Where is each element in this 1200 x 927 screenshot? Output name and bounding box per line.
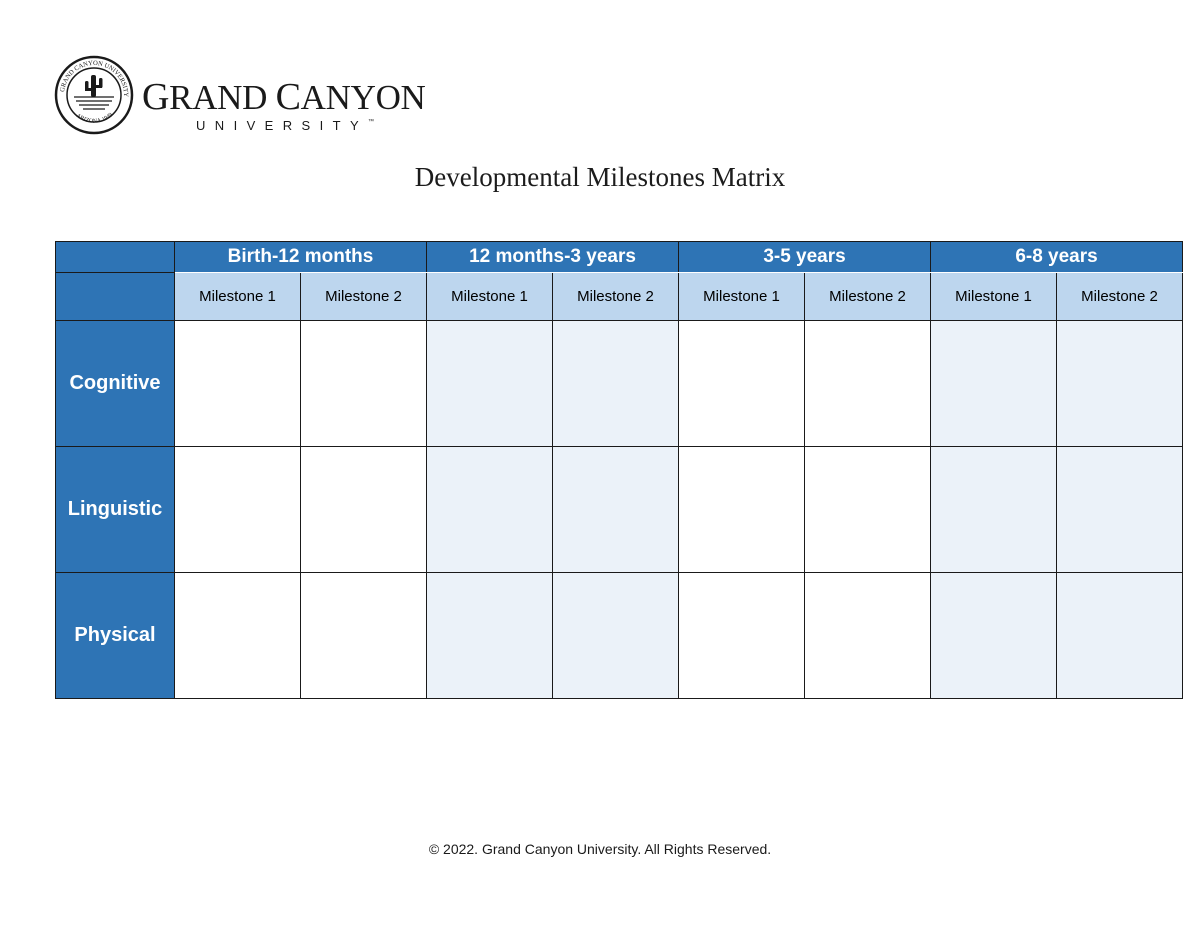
document-title: Developmental Milestones Matrix [414,162,786,192]
matrix-cell[interactable] [805,321,931,447]
age-group-header: Birth-12 months [175,242,427,273]
corner-cell [56,242,175,273]
milestone-header-row [56,273,1183,321]
svg-text:ARIZONA 1949: ARIZONA 1949 [74,112,115,125]
milestone-header: Milestone 2 [805,273,931,321]
matrix-cell[interactable] [679,573,805,699]
milestone-header: Milestone 2 [1057,273,1183,321]
matrix-cell[interactable] [931,447,1057,573]
row-header: Cognitive [56,321,175,447]
matrix-cell[interactable] [175,573,301,699]
table-row-linguistic [56,447,1183,573]
matrix-cell[interactable] [931,321,1057,447]
corner-cell [56,273,175,321]
matrix-cell[interactable] [679,447,805,573]
matrix-cell[interactable] [427,447,553,573]
matrix-cell[interactable] [301,321,427,447]
milestone-header: Milestone 2 [301,273,427,321]
milestone-header: Milestone 2 [553,273,679,321]
university-logo [54,55,434,140]
age-group-header-row [56,242,1183,273]
matrix-cell[interactable] [931,573,1057,699]
matrix-cell[interactable] [679,321,805,447]
matrix-cell[interactable] [1057,447,1183,573]
matrix-cell[interactable] [805,447,931,573]
matrix-cell[interactable] [301,447,427,573]
matrix-cell[interactable] [427,573,553,699]
table-row-physical [56,573,1183,699]
milestone-header: Milestone 1 [427,273,553,321]
milestones-matrix [55,241,1183,699]
milestone-header: Milestone 1 [175,273,301,321]
matrix-cell[interactable] [805,573,931,699]
university-seal-icon [54,55,134,135]
matrix-cell[interactable] [553,321,679,447]
matrix-cell[interactable] [175,447,301,573]
matrix-cell[interactable] [553,573,679,699]
age-group-header: 12 months-3 years [427,242,679,273]
matrix-cell[interactable] [301,573,427,699]
row-header: Linguistic [56,447,175,573]
matrix-cell[interactable] [175,321,301,447]
matrix-cell[interactable] [1057,573,1183,699]
row-header: Physical [56,573,175,699]
copyright-footer: © 2022. Grand Canyon University. All Rights Reserved. [428,841,772,857]
logo-university-name: GRAND CANYON [142,76,426,118]
logo-university-subtitle: UNIVERSITY™ [196,118,375,133]
age-group-header: 6-8 years [931,242,1183,273]
matrix-cell[interactable] [553,447,679,573]
svg-text:GRAND CANYON UNIVERSITY: GRAND CANYON UNIVERSITY [59,59,130,98]
matrix-cell[interactable] [427,321,553,447]
matrix-cell[interactable] [1057,321,1183,447]
age-group-header: 3-5 years [679,242,931,273]
milestone-header: Milestone 1 [679,273,805,321]
table-row-cognitive [56,321,1183,447]
milestone-header: Milestone 1 [931,273,1057,321]
